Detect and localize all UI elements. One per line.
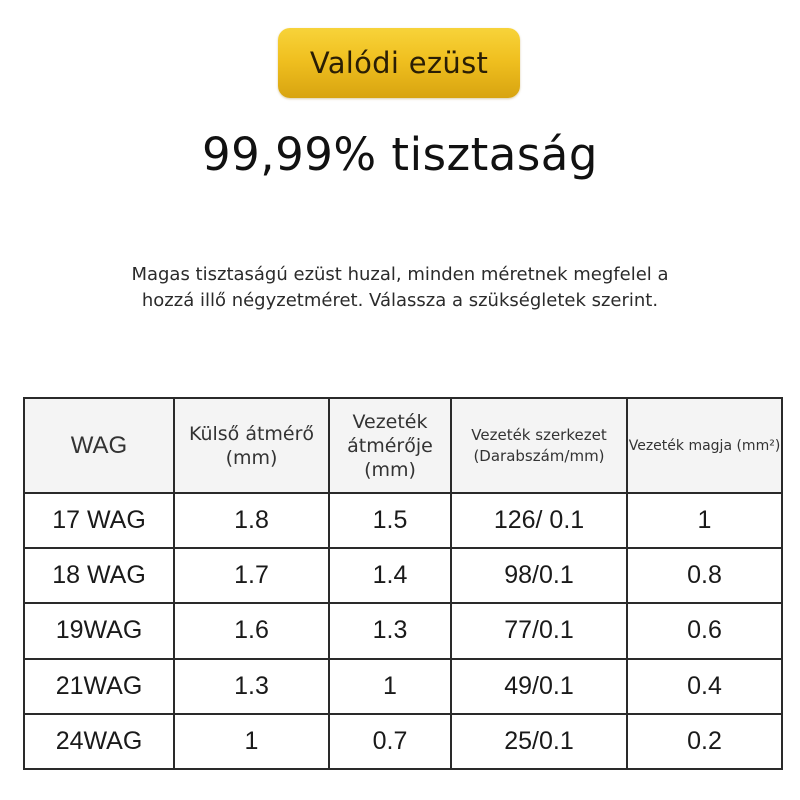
table-row <box>24 714 782 769</box>
cell-outer-diameter: 1.7 <box>174 548 329 603</box>
table-row <box>24 548 782 603</box>
cell-core-area: 0.8 <box>627 548 782 603</box>
cell-conductor-diameter: 1.5 <box>329 493 451 548</box>
cell-outer-diameter: 1.3 <box>174 659 329 714</box>
wire-spec-table <box>23 397 783 770</box>
header-conductor-structure: Vezeték szerkezet (Darabszám/mm) <box>451 398 627 493</box>
cell-structure: 49/0.1 <box>451 659 627 714</box>
header-core-area: Vezeték magja (mm²) <box>627 398 782 493</box>
cell-wag: 17 WAG <box>24 493 174 548</box>
cell-outer-diameter: 1.6 <box>174 603 329 658</box>
table-row <box>24 493 782 548</box>
cell-conductor-diameter: 0.7 <box>329 714 451 769</box>
cell-structure: 126/ 0.1 <box>451 493 627 548</box>
product-description: Magas tisztaságú ezüst huzal, minden méretnek megfelel a hozzá illő négyzetméret. Válassza a szükségletek szerint. <box>131 264 669 311</box>
cell-conductor-diameter: 1.4 <box>329 548 451 603</box>
header-outer-diameter: Külső átmérő (mm) <box>174 398 329 493</box>
cell-core-area: 0.2 <box>627 714 782 769</box>
cell-outer-diameter: 1.8 <box>174 493 329 548</box>
cell-outer-diameter: 1 <box>174 714 329 769</box>
cell-conductor-diameter: 1 <box>329 659 451 714</box>
cell-core-area: 0.4 <box>627 659 782 714</box>
cell-conductor-diameter: 1.3 <box>329 603 451 658</box>
cell-core-area: 0.6 <box>627 603 782 658</box>
cell-structure: 98/0.1 <box>451 548 627 603</box>
cell-structure: 25/0.1 <box>451 714 627 769</box>
cell-wag: 24WAG <box>24 714 174 769</box>
cell-structure: 77/0.1 <box>451 603 627 658</box>
silver-badge: Valódi ezüst <box>278 28 520 98</box>
purity-headline: 99,99% tisztaság <box>202 128 598 181</box>
header-conductor-diameter: Vezeték átmérője (mm) <box>329 398 451 493</box>
table-row <box>24 603 782 658</box>
cell-core-area: 1 <box>627 493 782 548</box>
cell-wag: 18 WAG <box>24 548 174 603</box>
table-row <box>24 659 782 714</box>
table-header-row <box>24 398 782 493</box>
cell-wag: 19WAG <box>24 603 174 658</box>
header-wag: WAG <box>24 398 174 493</box>
cell-wag: 21WAG <box>24 659 174 714</box>
